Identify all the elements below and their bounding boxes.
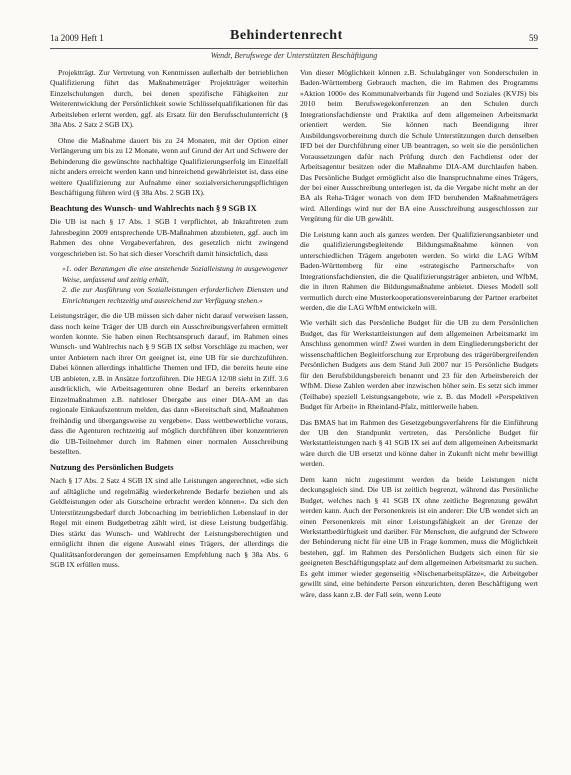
quoted-list bbox=[50, 264, 288, 306]
section-heading: Beachtung des Wunsch- und Wahlrechts nach § 9 SGB IX bbox=[50, 204, 257, 214]
paragraph: Ohne die Maßnahme dauert bis zu 24 Monaten, mit der Option einer Verlängerung um bis zu 12 Monate, wenn auf Grund der Art und Schwere der Behinderung die gewünschte nachhaltige Qualifizierungserfolg im Einzelfall nicht anders erreicht werden kann und hinreichend gewährleistet ist, dass eine weitere Qualifizierung zur Aufnahme einer sozialversicherungspflichtigen Beschäftigung führen wird (§ 38a Abs. 2 SGB IX). bbox=[50, 135, 288, 197]
section-heading: Nutzung des Persönlichen Budgets bbox=[50, 463, 174, 473]
right-column bbox=[300, 68, 538, 758]
paragraph: Wie verhält sich das Persönliche Budget für die UB zu dem Persönlichen Budget, das für Werkstattleistungen auf dem allgemeinen Arbeitsmarkt im Anschluss genommen wird? Zwei wurden in dem Eingliederungsbericht der wissenschaftlichen Begleitforschung zur Erprobung des trägerübergreifenden Persönlichen Budgets aus dem Stand Juli 2007 nur 15 Persönliche Budgets für den Berufsbildungsbereich benannt und 23 für den Arbeitsbereich der WfbM. Diese Zahlen werden aber inzwischen höher sein. Es setzt sich immer (Teilhabe) speziell Leistungsangebote, wie z. B. das Modell »Perspektiven Budget für Arbeit« in Rheinland-Pfalz, mittlerweile haben. bbox=[300, 318, 538, 412]
page-header bbox=[50, 30, 538, 49]
left-column bbox=[50, 68, 288, 758]
paragraph: Projektträgt. Zur Vertretung von Kenntnissen außerhalb der betrieblichen Qualifizierung führt das Maßnahmeträger Projektträger weiterhin Einzelschulungen durch, bei denen spezifische Fähigkeiten zur Weiterentwicklung der Persönlichkeit sowie Schlüsselqualifikationen für das Arbeitsleben erlernt werden, ggf. als Ersatz für den Berufsschulunterricht (§ 38a Abs. 2 Satz 2 SGB IX). bbox=[50, 68, 288, 130]
running-title: Wendt, Berufswege der Unterstützten Beschäftigung bbox=[210, 51, 378, 60]
paragraph: Das BMAS hat im Rahmen des Gesetzgebungsverfahrens für die Einführung der UB den Standpunkt vertreten, das Persönliche Budget für Werkstattleistungen nach § 41 SGB IX sei auf dem allgemeinen Arbeitsmarkt wäre durch die UB ersetzt und könne daher in Zukunft nicht mehr bewilligt werden. bbox=[300, 417, 538, 469]
quoted-item: 2. die zur Ausführung von Sozialleistungen erforderlichen Diensten und Einrichtungen rechtzeitig und ausreichend zur Verfügung stehen.« bbox=[62, 285, 288, 305]
paragraph: Dem kann nicht zugestimmt werden da beide Leistungen nicht deckungsgleich sind. Die UB ist zeitlich begrenzt, während das Persönliche Budget, welches nach § 41 SGB IX ohne zeitliche Begrenzung gewährt werden kann. Auch der Personenkreis ist ein anderer: Die UB wendet sich an einen Personenkreis mit einer Leistungsfähigkeit an der Grenze der Werkstattbedürftigkeit und darüber. Für Menschen, die aufgrund der Schwere der Behinderung nicht für eine UB in Frage kommen, muss die Möglichkeit bestehen, ggf. im Rahmen des Persönlichen Budgets sich einen für sie geeigneten Beschäftigungsplatz auf dem allgemeinen Arbeitsmarkt zu suchen. Es geht immer wieder gegenseitig »Nischenarbeitsplätze«, die Arbeitgeber gewillt sind, eine behinderte Person einzurichten, deren Beschäftigung wert wäre, dass kann z.B. der Fall sein, wenn Leute bbox=[300, 474, 538, 599]
paragraph: Leistungsträger, die die UB müssen sich daher nicht darauf verweisen lassen, dass noch keine Träger der UB durch ein Ausschreibungsverfahren ermittelt worden konnte. Sie haben einen Rechtsanspruch darauf, im Rahmen eines Wunsch- und Wahlrechts nach § 9 SGB IX selbst Vorschläge zu machen, wer unter Anbietern nach ihrer Ort geeignet ist, eine UB für sie durchzuführen. Dabei können allerdings inhaltliche Themen und IFD, die bereits heute eine UB anbieten, z.B. in Ansätze fortzuführen. Die HEGA 12/08 sieht in Ziff. 3.6 ausdrücklich, wie Arbeitsagenturen ohne Bedarf an bereits erkennbaren Einzelmaßnahmen z.B. nahtloser Übergabe aus einer DIA-AM an das regionale Einkaufszentrum melden, das dann »Bereitschaft sind, Maßnahmen freihändig und übergangsweise zu vergeben«. Dass wettbewerbliche voraus, dass die Agenturen rechtzeitig auf möglich durchführen über konzentrieren die UB-Teilnehmer durch im Rahmen einer normalen Ausschreibung bestellten. bbox=[50, 311, 288, 456]
paragraph: Von dieser Möglichkeit können z.B. Schulabgänger von Sonderschulen in Baden-Württemberg Gebrauch machen, die im Rahmen des Programms »Aktion 1000« des Kommunalverbands für Jugend und Soziales (KVJS) bis 2010 beim Berufswegekonferenzen an den Schulen durch Integrationsfachdienste und Praktika auf dem allgemeinen Arbeitsmarkt orientiert werden. Sie können nach Beendigung ihrer Ausbildungsvorbereitung durch die Schule Unterstützungen durch denselben IFD bei der Durchführung einer UB beantragen, so weit sie die persönlichen Voraussetzungen dafür nach Prüfung durch den Fachdienst oder der Arbeitsagentur besitzen oder die Maßnahme DIA-AM durchlaufen haben. Das Persönliche Budget ermöglicht also die Inanspruchnahme eines Trägers, der bei einer Ausschreibung unterlegen ist, da die Vergabe nicht mehr an der BA als Reha-Träger wonach von dem IFD beruhenden Maßnahmeträgers wird. Allerdings wird nur der BA eine Ausschreibung ausgeschlossen zur Vergütung für die UB gewählt. bbox=[300, 68, 538, 224]
page-number: 59 bbox=[529, 33, 538, 43]
quoted-item: »1. oder Beratungen die eine anstehende Sozialleistung in ausgewogener Weise, umfassend und zeitig erhält, bbox=[62, 264, 288, 284]
issue-label: 1a 2009 Heft 1 bbox=[50, 33, 104, 43]
journal-title: Behindertenrecht bbox=[230, 28, 343, 43]
paragraph: Nach § 17 Abs. 2 Satz 4 SGB IX sind alle Leistungen angerechnet, »die sich auf alltägliche und regelmäßig wiederkehrende Bedarfe beziehen und als Geldleistungen oder als Gutscheine erbracht werden können«. Da sich den Unterstützungsbedarf durch Jobcoaching im betrieblichen Lebenslauf in der Regel mit einem Budgetbetrag zählt wird, ist diese Leistung budgetfähig. Dies stärkt das Wunsch- und Wahlrecht der Leistungsberechtigten und ermöglicht ihnen die eigene Auswahl eines Trägers, der allerdings die Qualitätsanforderungen der gemeinsamen Empfehlung nach § 38a Abs. 6 SGB IX erfüllen muss. bbox=[50, 476, 288, 570]
paragraph: Die Leistung kann auch als ganzes werden. Der Qualifizierungsanbieter und die qualifizierungsbegleitende Bildungsmaßnahme können von unterschiedlichen Trägern angeboten werden. So wirkt die LAG WfbM Baden-Württemberg für eine »strategische Partnerschaft« von Integrationsfachdiensten, die die Qualifizierungsträger anbieten, und WfbM, die in ihren Rahmen die Bildungsmaßnahme anbietet. Dieses Modell soll vermutlich durch eine Musterkooperationsvereinbarung der Partner erarbeitet werden, die die LAG WfbM entwickeln will. bbox=[300, 229, 538, 312]
paragraph: Die UB ist nach § 17 Abs. 1 SGB I verpflichtet, ab Inkrafttreten zum Jahresbeginn 2009 entsprechende UB-Maßnahmen abzubieten, ggf. auch im Rahmen des ohne Vergabeverfahren, des gesetzlich nicht zwingend vorgeschrieben ist. So hat sich dieser Vorschrift damit hinsichtlich, dass bbox=[50, 217, 288, 258]
